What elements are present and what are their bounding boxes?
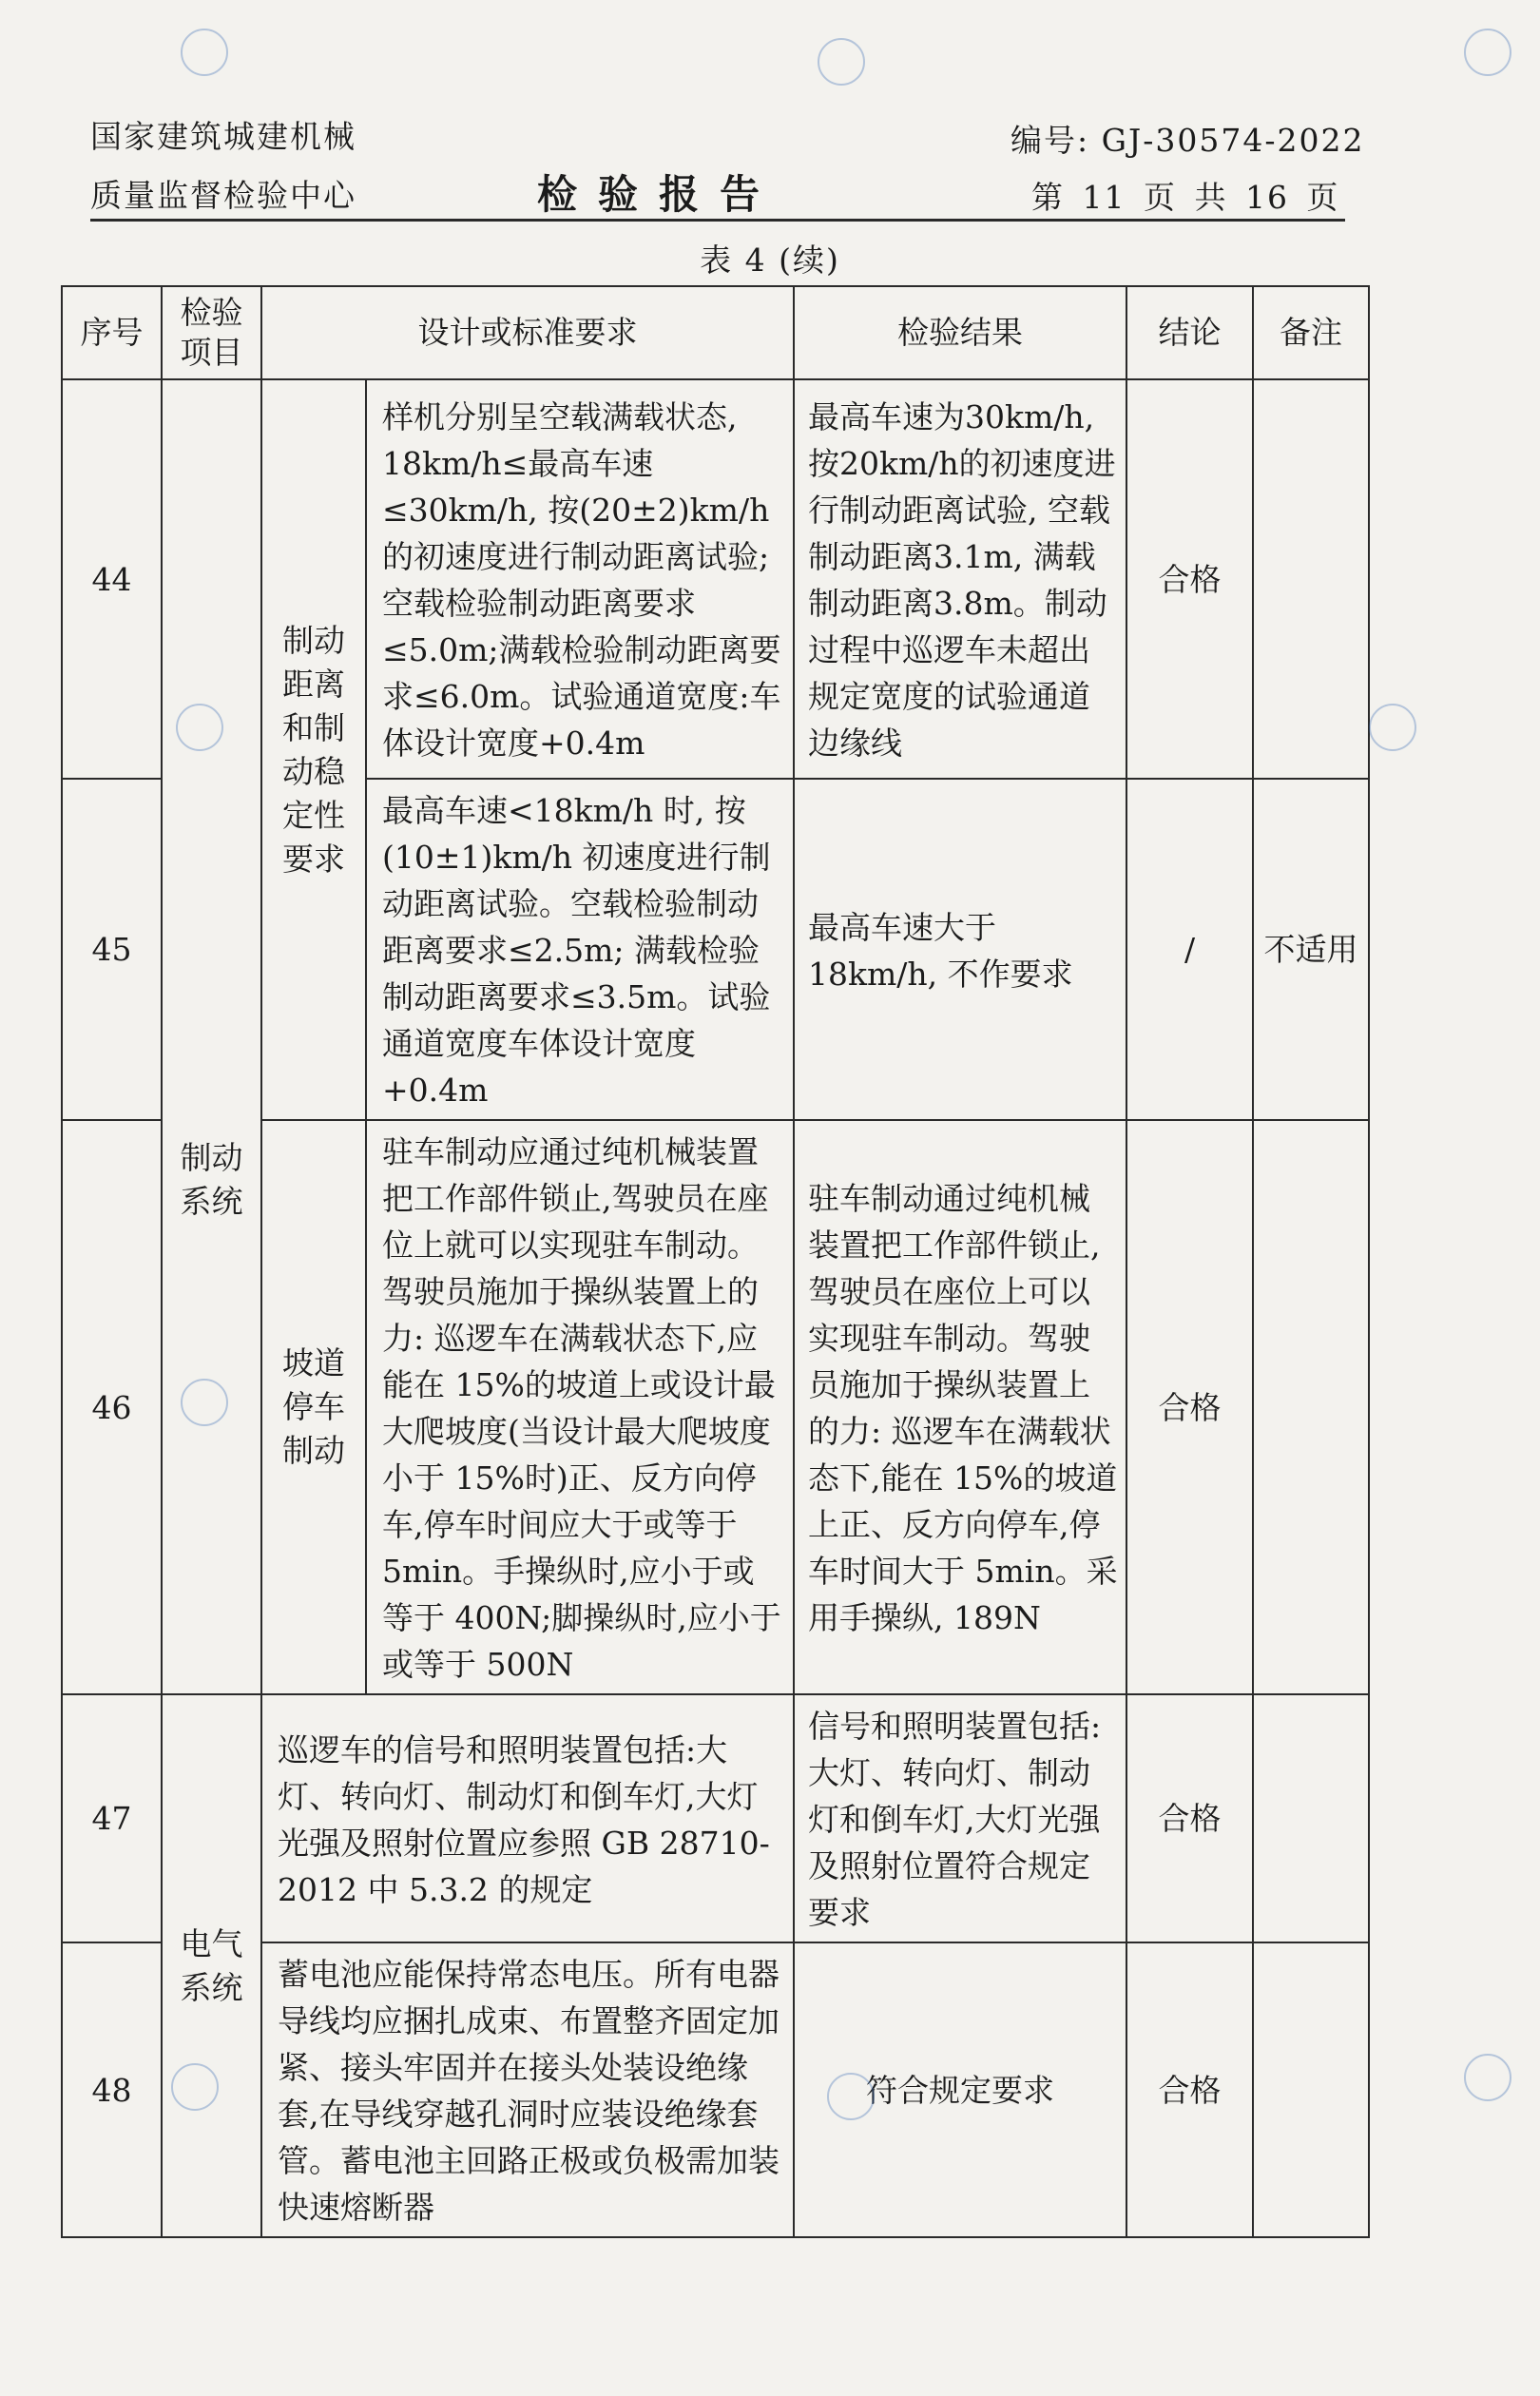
table-caption: 表 4 (续) [700, 242, 840, 279]
col-header-item: 检验项目 [162, 286, 261, 379]
watermark-logo-icon [818, 38, 865, 86]
remark-cell: 不适用 [1253, 779, 1369, 1120]
category-brake-system: 制动系统 [162, 379, 261, 1694]
remark-cell [1253, 379, 1369, 779]
requirement-text: 驻车制动应通过纯机械装置把工作部件锁止,驾驶员在座位上就可以实现驻车制动。驾驶员施加于操纵装置上的力: 巡逻车在满载状态下,应能在 15%的坡道上或设计最大爬坡度(当设计最大爬坡度小于 15%时)正、反方向停车,停车时间应大于或等于 5min。手操纵时,应小于或等于 400N;脚操纵时,应小于或等于 500N [366, 1120, 794, 1694]
watermark-logo-icon [1464, 29, 1511, 76]
requirement-text: 最高车速<18km/h 时, 按(10±1)km/h 初速度进行制动距离试验。空载检验制动距离要求≤2.5m; 满载检验制动距离要求≤3.5m。试验通道宽度车体设计宽度+0.4m [366, 779, 794, 1120]
result-text: 符合规定要求 [794, 1942, 1126, 2237]
org-name-line1: 国家建筑城建机械 [90, 118, 356, 155]
subitem-brake-distance: 制动距离和制动稳定性要求 [261, 379, 366, 1120]
result-text: 最高车速大于18km/h, 不作要求 [794, 779, 1126, 1120]
conclusion-cell: 合格 [1126, 1120, 1253, 1694]
requirement-text: 样机分别呈空载满载状态, 18km/h≤最高车速≤30km/h, 按(20±2)km/h的初速度进行制动距离试验;空载检验制动距离要求≤5.0m;满载检验制动距离要求≤6.0m。试验通道宽度:车体设计宽度+0.4m [366, 379, 794, 779]
col-header-result: 检验结果 [794, 286, 1126, 379]
document-title: 检验报告 [537, 171, 781, 218]
inspection-table [61, 285, 1370, 2238]
table-row [62, 1694, 1369, 1942]
org-name-line2: 质量监督检验中心 [90, 177, 356, 214]
result-text: 最高车速为30km/h, 按20km/h的初速度进行制动距离试验, 空载制动距离3.1m, 满载制动距离3.8m。制动过程中巡逻车未超出规定宽度的试验通道边缘线 [794, 379, 1126, 779]
result-text: 信号和照明装置包括: 大灯、转向灯、制动灯和倒车灯,大灯光强及照射位置符合规定要求 [794, 1694, 1126, 1942]
table-header-row [62, 286, 1369, 379]
col-header-no: 序号 [62, 286, 162, 379]
remark-cell [1253, 1942, 1369, 2237]
watermark-logo-icon [1464, 2054, 1511, 2101]
conclusion-cell: 合格 [1126, 1942, 1253, 2237]
row-number: 47 [62, 1694, 162, 1942]
row-number: 48 [62, 1942, 162, 2237]
subitem-slope-parking: 坡道停车制动 [261, 1120, 366, 1694]
requirement-text: 巡逻车的信号和照明装置包括:大灯、转向灯、制动灯和倒车灯,大灯光强及照射位置应参照 GB 28710-2012 中 5.3.2 的规定 [261, 1694, 794, 1942]
conclusion-cell: 合格 [1126, 379, 1253, 779]
col-header-requirement: 设计或标准要求 [261, 286, 794, 379]
result-text: 驻车制动通过纯机械装置把工作部件锁止,驾驶员在座位上可以实现驻车制动。驾驶员施加于操纵装置上的力: 巡逻车在满载状态下,能在 15%的坡道上正、反方向停车,停车时间大于 5min。采用手操纵, 189N [794, 1120, 1126, 1694]
requirement-text: 蓄电池应能保持常态电压。所有电器导线均应捆扎成束、布置整齐固定加紧、接头牢固并在接头处装设绝缘套,在导线穿越孔洞时应装设绝缘套管。蓄电池主回路正极或负极需加装快速熔断器 [261, 1942, 794, 2237]
header-rule [90, 219, 1345, 222]
category-electrical-system: 电气系统 [162, 1694, 261, 2237]
row-number: 45 [62, 779, 162, 1120]
row-number: 46 [62, 1120, 162, 1694]
page-info: 第 11 页 共 16 页 [1031, 179, 1340, 216]
report-number: 编号: GJ-30574-2022 [1011, 122, 1365, 159]
watermark-logo-icon [181, 29, 228, 76]
col-header-conclusion: 结论 [1126, 286, 1253, 379]
row-number: 44 [62, 379, 162, 779]
remark-cell [1253, 1694, 1369, 1942]
table-row [62, 379, 1369, 779]
conclusion-cell: 合格 [1126, 1694, 1253, 1942]
col-header-remark: 备注 [1253, 286, 1369, 379]
watermark-logo-icon [1369, 704, 1416, 751]
remark-cell [1253, 1120, 1369, 1694]
conclusion-cell: / [1126, 779, 1253, 1120]
